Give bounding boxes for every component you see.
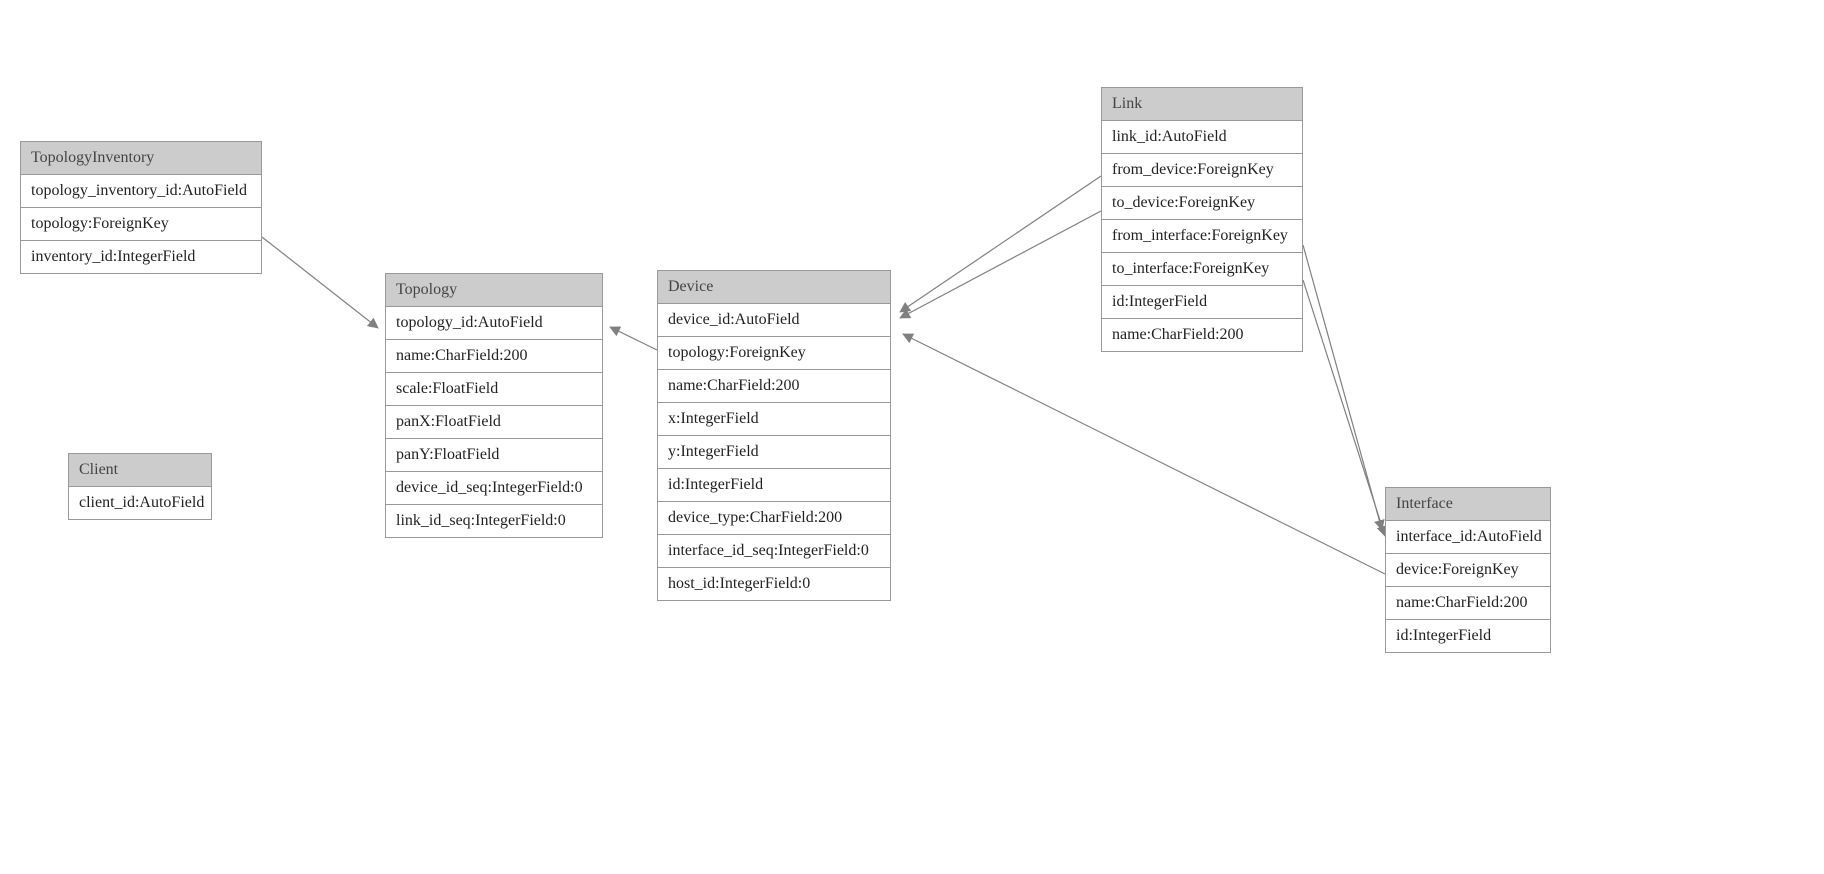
entity-field: name:CharField:200 <box>1112 326 1244 343</box>
entity-interface[interactable] <box>1385 487 1551 653</box>
entity-field: device:ForeignKey <box>1386 554 1550 587</box>
entity-field: topology_inventory_id:AutoField <box>21 175 261 208</box>
entity-field: id:IntegerField <box>1102 286 1302 319</box>
entity-field: interface_id:AutoField <box>1386 521 1550 554</box>
entity-field: device_id:AutoField <box>658 304 890 337</box>
entity-field: panY:FloatField <box>386 439 602 472</box>
entity-field: from_interface:ForeignKey <box>1102 220 1302 253</box>
entity-field: link_id_seq:IntegerField:0 <box>396 512 566 529</box>
edge-link-interface-2 <box>1303 280 1385 536</box>
entity-title: Link <box>1102 88 1302 121</box>
edge-device-topology <box>610 327 657 350</box>
edge-topologyinventory-topology <box>262 237 378 328</box>
edge-link-device-2 <box>900 211 1101 318</box>
entity-field: id:IntegerField <box>1396 627 1492 644</box>
entity-field: name:CharField:200 <box>386 340 602 373</box>
entity-field: id:IntegerField <box>658 469 890 502</box>
entity-field: from_device:ForeignKey <box>1102 154 1302 187</box>
entity-field: host_id:IntegerField:0 <box>668 575 811 592</box>
edge-interface-device <box>903 334 1385 574</box>
entity-field: interface_id_seq:IntegerField:0 <box>658 535 890 568</box>
entity-topologyinventory[interactable] <box>20 141 262 274</box>
entity-title: Topology <box>386 274 602 307</box>
entity-title: Client <box>69 454 211 487</box>
entity-device[interactable] <box>657 270 891 601</box>
entity-field: scale:FloatField <box>386 373 602 406</box>
edge-link-interface-1 <box>1303 245 1382 530</box>
entity-field: y:IntegerField <box>658 436 890 469</box>
entity-link[interactable] <box>1101 87 1303 352</box>
edge-link-device-1 <box>900 176 1101 312</box>
entity-field: name:CharField:200 <box>1386 587 1550 620</box>
entity-field: x:IntegerField <box>658 403 890 436</box>
entity-topology[interactable] <box>385 273 603 538</box>
entity-field: inventory_id:IntegerField <box>31 248 196 265</box>
entity-field: to_interface:ForeignKey <box>1102 253 1302 286</box>
entity-field: topology:ForeignKey <box>658 337 890 370</box>
entity-field: topology_id:AutoField <box>386 307 602 340</box>
entity-title: TopologyInventory <box>21 142 261 175</box>
entity-client[interactable] <box>68 453 212 520</box>
entity-title: Device <box>658 271 890 304</box>
entity-field: name:CharField:200 <box>658 370 890 403</box>
entity-field: device_id_seq:IntegerField:0 <box>386 472 602 505</box>
entity-field: device_type:CharField:200 <box>658 502 890 535</box>
entity-title: Interface <box>1386 488 1550 521</box>
entity-field: topology:ForeignKey <box>21 208 261 241</box>
entity-field: link_id:AutoField <box>1102 121 1302 154</box>
entity-field: to_device:ForeignKey <box>1102 187 1302 220</box>
entity-field: client_id:AutoField <box>79 494 205 511</box>
entity-field: panX:FloatField <box>386 406 602 439</box>
